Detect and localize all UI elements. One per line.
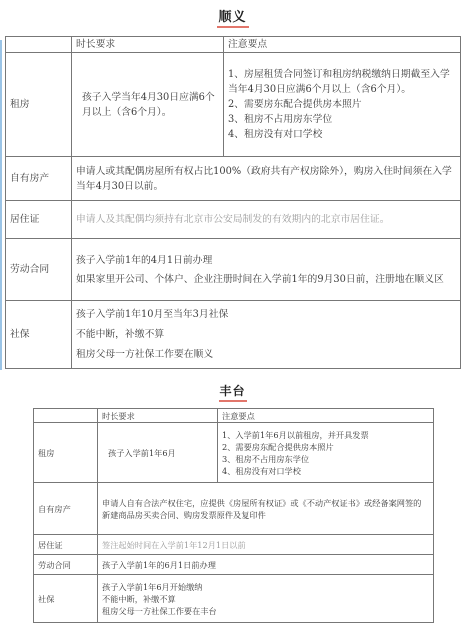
row-label-social-security: 社保: [6, 301, 72, 369]
decorative-side-strip: [0, 40, 2, 370]
header-duration: 时长要求: [72, 37, 224, 53]
table-row-social-security: [34, 575, 434, 623]
social-security-line-1: 孩子入学前1年10月至当年3月社保: [76, 309, 229, 320]
table-header-row: [6, 37, 461, 53]
section-title-fengtai: 丰台: [219, 384, 246, 398]
rent-note-4: 4、租房没有对口学校: [228, 129, 323, 140]
labor-contract-line-1: 孩子入学前1年的4月1日前办理: [76, 254, 213, 266]
labor-contract-text: 孩子入学前1年的6月1日前办理: [98, 555, 434, 575]
table-row-rent: [34, 423, 434, 483]
table-row-residence-permit: [34, 535, 434, 555]
table-header-row: [34, 409, 434, 423]
rent-note-3: 3、租房不占用房东学位: [228, 114, 333, 125]
own-property-text: 申请人自有合法产权住宅，应提供《房屋所有权证》或《不动产权证书》或经备案网签的新建商品房买卖合同、购房发票原件及复印件: [98, 483, 434, 535]
table-shunyi: [5, 36, 461, 369]
table-row-labor-contract: [34, 555, 434, 575]
social-security-line-1: 孩子入学前1年6月开始缴纳: [102, 581, 203, 592]
title-underline-shunyi: [217, 26, 249, 28]
row-label-residence-permit: 居住证: [34, 535, 98, 555]
row-label-own-property: 自有房产: [6, 157, 72, 201]
rent-notes: [218, 423, 434, 483]
residence-permit-text: 申请人及其配偶均须持有北京市公安局制发的有效期内的北京市居住证。: [72, 201, 461, 239]
residence-permit-text: 签注起始时间在入学前1年12月1日以前: [98, 535, 434, 555]
table-row-social-security: [6, 301, 461, 369]
header-notes: 注意要点: [218, 409, 434, 423]
table-row-own-property: [6, 157, 461, 201]
own-property-text: 申请人或其配偶房屋所有权占比100%（政府共有产权房除外），购房入住时间须在入学当年4月30日以前。: [72, 157, 461, 201]
rent-duration: 孩子入学当年4月30日应满6个月以上（含6个月）。: [72, 53, 224, 157]
rent-note-4: 4、租房没有对口学校: [222, 465, 301, 476]
header-notes: 注意要点: [224, 37, 461, 53]
social-security-line-3: 租房父母一方社保工作要在丰台: [102, 605, 217, 616]
table-row-labor-contract: [6, 239, 461, 301]
row-label-social-security: 社保: [34, 575, 98, 623]
section-title-shunyi: 顺义: [218, 10, 247, 25]
rent-notes: [224, 53, 461, 157]
table-row-own-property: [34, 483, 434, 535]
social-security-text: [72, 301, 461, 369]
row-label-rent: 租房: [6, 53, 72, 157]
header-duration: 时长要求: [98, 409, 218, 423]
social-security-line-3: 租房父母一方社保工作要在顺义: [76, 349, 214, 360]
table-row-residence-permit: [6, 201, 461, 239]
rent-note-2: 2、需要房东配合提供房本照片: [228, 99, 362, 110]
title-underline-fengtai: [219, 400, 247, 402]
rent-note-1: 1、房屋租赁合同签订和租房纳税缴纳日期截至入学当年4月30日应满6个月以上（含6个月）。: [228, 69, 450, 95]
row-label-labor-contract: 劳动合同: [34, 555, 98, 575]
header-cell-empty: [34, 409, 98, 423]
row-label-residence-permit: 居住证: [6, 201, 72, 239]
table-fengtai: [33, 408, 434, 623]
header-cell-empty: [6, 37, 72, 53]
rent-duration: 孩子入学前1年6月: [98, 423, 218, 483]
social-security-line-2: 不能中断，补缴不算: [102, 593, 176, 604]
social-security-text: [98, 575, 434, 623]
labor-contract-text: [72, 239, 461, 301]
rent-note-2: 2、需要房东配合提供房本照片: [222, 441, 334, 452]
rent-note-3: 3、租房不占用房东学位: [222, 453, 310, 464]
row-label-rent: 租房: [34, 423, 98, 483]
rent-note-1: 1、入学前1年6月以前租房，并开具发票: [222, 429, 369, 440]
table-row-rent: [6, 53, 461, 157]
social-security-line-2: 不能中断，补缴不算: [76, 329, 165, 340]
row-label-own-property: 自有房产: [34, 483, 98, 535]
labor-contract-line-2: 如果家里开公司、个体户、企业注册时间在入学前1年的9月30日前，注册地在顺义区: [76, 273, 444, 285]
row-label-labor-contract: 劳动合同: [6, 239, 72, 301]
